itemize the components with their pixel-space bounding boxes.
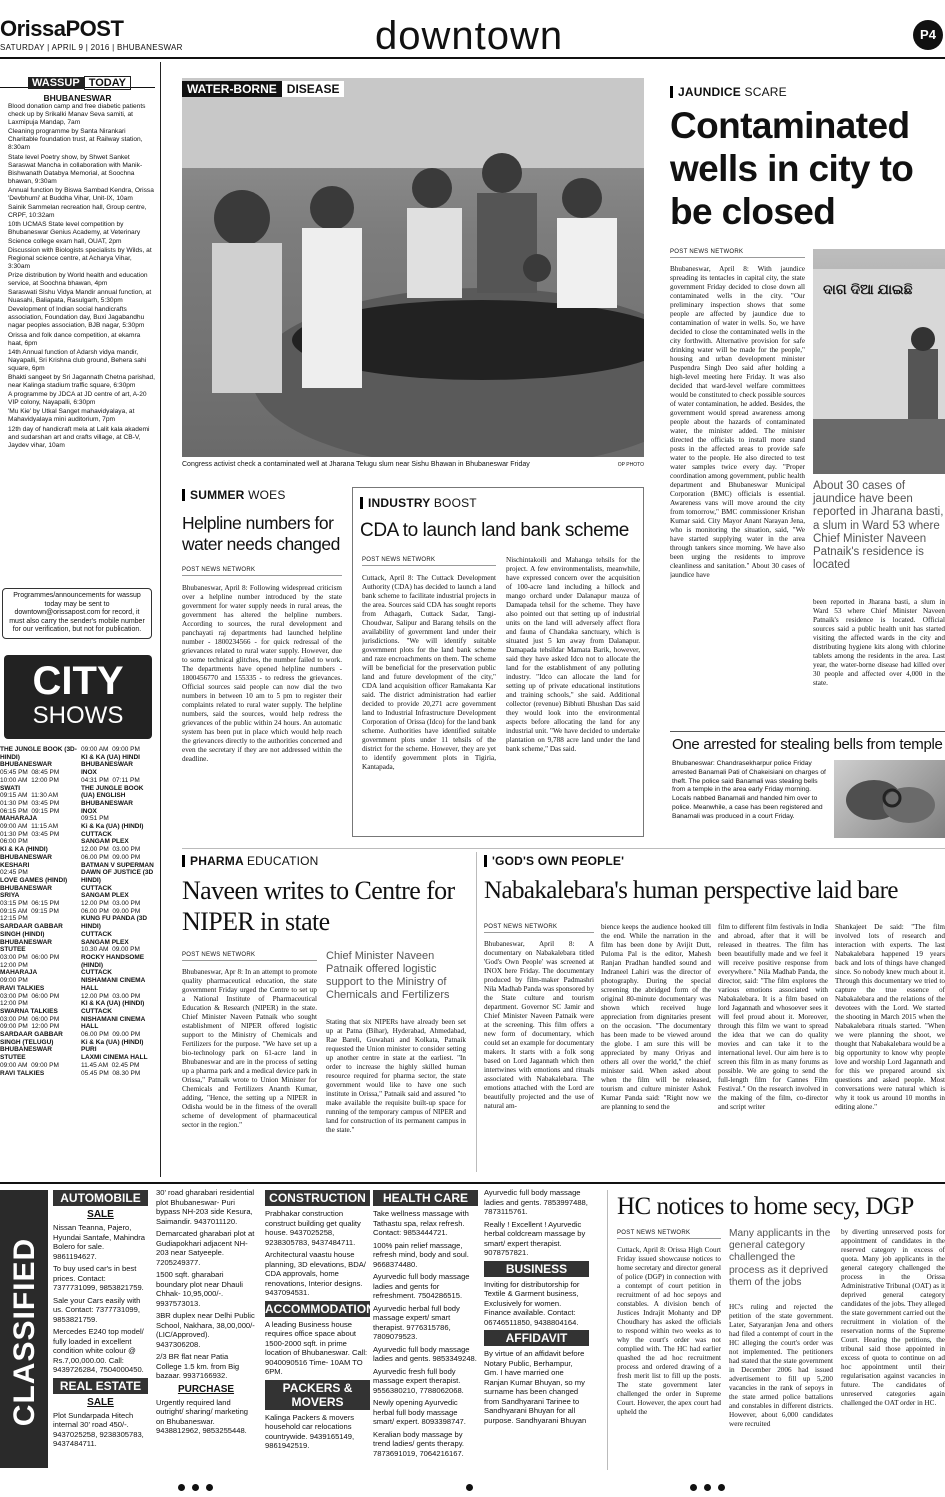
cda-byline: POST NEWS NETWORK	[362, 557, 496, 566]
page-number	[913, 20, 943, 50]
classified-ad: To buy used car's in best prices. Contact: 7377731099, 9853821759.	[53, 1264, 144, 1292]
show-title: MAHARAJA	[0, 815, 38, 823]
city-shows-column-1	[0, 746, 80, 1077]
jaundice-photo-sign: ଦାଗ ଦିଆ ଯାଇଛି	[823, 281, 913, 297]
jaundice-kicker	[670, 85, 787, 99]
classified-ad: 1500 sqft. gharabari boundary plot near Dhauli Chhak- 10,95,000/-. 9937573013.	[156, 1270, 243, 1308]
show-title: CUTTACK	[81, 930, 112, 938]
wassup-item: ▪ Annual function by Biswa Sambad Kendra, Orissa 'Devbhumi' at Buddha Vihar, Unit-IX, 10am	[8, 187, 155, 203]
hc-byline: POST NEWS NETWORK	[617, 1230, 721, 1239]
show-times: 09:00 PM	[0, 977, 28, 985]
show-title: KUNG FU PANDA (3D HINDI)	[81, 915, 148, 931]
show-title: KESHARI	[0, 861, 30, 869]
wassup-list	[0, 103, 155, 451]
nabakalebara-col-1: Bhubaneswar, April 8: A documentary on Nabakalebara titled 'God's Own People' was screened at INOX here Friday. The documentary produced by film-maker Padmashri Nila Madhab Panda was sponsored by the State culture and tourism department. Governor SC Jamir and Chief Minister Naveen Patnaik were at the screening. This film offers a new form of documentary, which could set an example for documentary makers. It starts with a folk song based on Lord Jagannath which then intertwines with emotions and rituals associated with Nabakalebara. The emotions attached with the Lord are beautifully projected and the use of natural am-	[484, 940, 594, 1110]
cda-kicker-b: BOOST	[433, 496, 477, 510]
show-title: CUTTACK	[81, 969, 112, 977]
cda-headline: CDA to launch land bank scheme	[360, 520, 629, 541]
classified-col-5	[484, 1188, 589, 1428]
show-times: 04:31 PM 07:11 PM	[81, 776, 140, 784]
automobile-sale-header: SALE	[87, 1209, 114, 1220]
classified-ad: 30' road gharabari residential plot Bhubaneswar- Puri bypass NH-203 side Kesura, Saimandir. 9437011120.	[156, 1188, 255, 1226]
show-title: CUTTACK	[81, 1007, 112, 1015]
classified-label: CLASSIFIED	[8, 1237, 41, 1427]
real-estate-header: REAL ESTATE	[53, 1378, 148, 1394]
show-title: STUTEE	[0, 1054, 26, 1062]
show-times: 09:00 AM 11:15 AM 01:30 PM 03:45 PM 06:00 PM	[0, 823, 60, 846]
classified-ad: Ayurvedic full body massage ladies and gents. 9853349248.	[373, 1344, 477, 1363]
show-times: 12.00 PM 03.00 PM 06.00 PM 09.00 PM	[81, 900, 141, 915]
show-times: 10.30 AM 09.00 PM	[81, 946, 140, 954]
show-title: SWARNA TALKIES	[0, 1007, 58, 1015]
wassup-item: ▪ Prize distribution by World health and education service, at Soochna bhawan, 4pm	[8, 272, 155, 288]
jaundice-byline: POST NEWS NETWORK	[670, 249, 805, 258]
classified-col-2	[156, 1188, 256, 1439]
classified-ad: Really ! Excellent ! Ayurvedic herbal coldcream massage by smart/ expert therapist. 9078757821.	[484, 1219, 586, 1257]
wassup-item: ▪ State level Poetry show, by Shwet Sanket Saraswat Mancha in collaboration with Manik-Bishwanath Databya Memorial, at Soochna bhawan, 9:30am	[8, 154, 155, 186]
page-number-label: P4	[920, 27, 936, 42]
classified-col-1	[53, 1190, 148, 1452]
jaundice-pull-quote: About 30 cases of jaundice have been reported in Jharana basti, a slum in Ward 53 where Chief Minister Naveen Patnaik's residence is located	[813, 480, 944, 572]
show-times: 11.45 AM 02.45 PM 05.45 PM 08.30 PM	[81, 1061, 141, 1077]
show-times: 02:45 PM	[0, 869, 28, 877]
wassup-item: ▪ Orissa and folk dance competition, at ekamra haat, 6pm	[8, 332, 155, 348]
niper-kicker-b: EDUCATION	[246, 854, 319, 868]
accommodation-listings	[265, 1320, 370, 1377]
show-title: RAVI TALKIES	[0, 1069, 45, 1077]
wassup-city: BHUBANESWAR	[43, 93, 112, 103]
registration-dot	[690, 1484, 697, 1491]
show-times: 09:51 PM	[81, 815, 109, 823]
show-title: THE JUNGLE BOOK (3D-HINDI)	[0, 746, 77, 761]
nabakalebara-kicker	[484, 854, 624, 868]
affidavit-header: AFFIDAVIT	[484, 1330, 589, 1346]
show-title: BHUBANESWAR	[0, 853, 52, 861]
show-title: PURI	[81, 1046, 97, 1054]
show-title: SARDAAR GABBAR SINGH (TELUGU)	[0, 1031, 63, 1046]
lead-photo-credit: OP PHOTO	[617, 462, 644, 468]
classified-ad: Demarcated gharabari plot at Gudiapokhari adjacent NH-203 near Satyeeple. 7205249377.	[156, 1229, 255, 1267]
show-title: THE JUNGLE BOOK (UA) ENGLISH	[81, 784, 144, 800]
niper-kicker-a: PHARMA	[190, 854, 244, 868]
wassup-header	[0, 73, 155, 88]
classified-ad: Keralian body massage by trend ladies/ gents therapy. 7873691019, 7064216167.	[373, 1429, 465, 1458]
accommodation-header: ACCOMMODATION	[265, 1301, 375, 1316]
classified-ad: Newly opening Ayurvedic herbal full body massage smart/ expert. 8093398747.	[373, 1398, 466, 1426]
health-care-listings	[373, 1209, 478, 1458]
show-title: BHUBANESWAR	[0, 1046, 52, 1054]
wassup-note-text: Programmes/announcements for wassup today may be sent to downtown@orissapost.com for record, it must also carry the sender's mobile number for our verification, but not for publication.	[9, 592, 145, 633]
show-times: 05:45 PM 08:45 PM 10:00 AM 12:00 PM	[0, 769, 60, 784]
jaundice-body-2: been reported in Jharana basti, a slum in Ward 53 where Chief Minister Naveen Patnaik's residence is located. Official sources said a public health unit has started visiting the affected wards in the city and distributing hygiene kits along with chlorine tablets among the residents in the area. Last year, the water-borne disease had killed over 30 people and affected over 4,000 in the state.	[813, 598, 945, 687]
niper-body-2: Stating that six NIPERs have already been set up at Patna (Bihar), Hyderabad, Ahmedabad, Rae Bareli, Guwahati and Kolkata, Patnaik requested the Union minister to consider setting up another centre in state at the earliest. "In order to increase the highly skilled human resource required for pharma sector, the state government would like to have one such institute in Orissa," Patnaik said and assured "to make available the requisite built-up space for running of the temporary campus of NIPER and land for construction of its permanent campus in the state."	[326, 1018, 466, 1134]
jaundice-headline: Contaminated wells in city to be closed	[670, 105, 914, 232]
classified-ad: Prabhakar construction construct building get quality house. 9437025258, 9238305783, 9437484711.	[265, 1209, 361, 1247]
classified-ad: Urgently required land outright/ sharing/ marketing on Bhubaneswar. 9438812962, 9853255448.	[156, 1397, 249, 1435]
show-times: 03:00 PM 06:00 PM 12:00 PM	[0, 953, 60, 969]
wassup-item: ▪ Blood donation camp and free diabetic patients check up by Srikalki Manav Seva samiti, at Laxmipuja Mandap, 7am	[8, 103, 155, 127]
show-times: 03:00 PM 06:00 PM 12:00 PM	[0, 992, 60, 1008]
show-title: CUTTACK	[81, 884, 112, 892]
show-title: ROCKY HANDSOME (HINDI)	[81, 953, 145, 969]
registration-marks	[0, 1482, 945, 1494]
real-estate-sale-header: SALE	[87, 1396, 114, 1408]
affidavit-listings	[484, 1349, 589, 1425]
classified-ad: 100% pain relief massage, refresh mind, body and soul. 9668374480.	[373, 1240, 469, 1269]
show-title: BHUBANESWAR	[0, 761, 52, 769]
niper-headline: Naveen writes to Centre for NIPER in state	[182, 876, 455, 936]
helpline-kicker-a: SUMMER	[190, 488, 245, 502]
classified-ad: Ayurvedic herbal full body massage expert/ smart therapist. 9776315786, 7809079523.	[373, 1303, 460, 1341]
show-title: SANGAM PLEX	[81, 938, 129, 946]
show-times: 09:15 AM 11:30 AM 01:30 PM 03:45 PM 06:15 PM 09:15 PM	[0, 792, 60, 815]
nabakalebara-col-2: bience keeps the audience hooked till the end. While the narration in the film has been done by Avijit Dutt, Puloma Pal is the editor, Mahesh Ranjan Pradhan handled sound and Indraneel Lahiri was the director of photography. During the special screening the abridged form of the original 80-minute documentary was shown which received huge appreciation from dignitaries present on the occasion. "The documentary has been made to be viewed around the globe. I am sure this will be appreciated by many Oriyas and others all over the world," the chief minister said. When asked about when the film will be released, tourism and culture minister Ashok Kumar Panda said: "Right now we are planning to send the	[601, 923, 711, 1111]
classified-ad: By virtue of an affidavit before Notary Public, Berhampur, Gm. I have married one Ranjan Kumar Bhuyan, so my surname has been changed from Sandhyarani Tarinee to Sandhyarani Bhuyan for all purpose. Sandhyarani Bhuyan	[484, 1349, 587, 1425]
classified-ad: Ayurvedic full body massage ladies and gents for refreshment. 7504286515.	[373, 1272, 470, 1300]
wassup-note	[2, 588, 152, 639]
classified-ad: 3BR duplex near Delhi Public School, Nakhara, 38,00,000/- (LIC/Approved). 9437306208.	[156, 1311, 255, 1349]
property-listings	[156, 1188, 256, 1381]
hc-headline: HC notices to home secy, DGP	[617, 1193, 914, 1220]
bells-body: Bhubaneswar: Chandrasekharpur police Friday arrested Banamali Pati of Chakeisiani on charges of theft. The police said Banamali was stealing bells from a temple in the area early Friday morning. Locals nabbed Banamali and handed him over to police. Meanwhile, a case has been registered and Banamali was produced in a court Friday.	[672, 760, 826, 820]
lead-photo	[182, 78, 644, 457]
show-title: BHUBANESWAR	[81, 799, 133, 807]
show-title: KI & KA (HINDI)	[0, 846, 48, 854]
show-title: KI & KA (UA) (HINDI)	[81, 1000, 145, 1008]
hc-col-3: by diverting unreserved posts for appointment of candidates in the reserved category in excess of quota. Many job applicants in the general category challenged the process in the Orissa Administrative Tribunal (OAT) as it deprived general category candidates of the jobs. They alleged the state government carried out the recruitment in violation of the reservation norms of the Supreme Court. Hearing the petitions, the tribunal said those appointed in excess of quota to continue on ad hoc appointment until their regularisation against vacancies in future. The candidates of unreserved categories again challenged the OAT order in HC.	[841, 1228, 945, 1407]
niper-pull-quote: Chief Minister Naveen Patnaik offered logistic support to the Ministry of Chemicals and Fertilizers	[326, 950, 450, 1001]
show-title: RAVI TALKIES	[0, 984, 45, 992]
bells-photo-illustration	[834, 760, 945, 838]
automobile-header: AUTOMOBILE	[53, 1190, 148, 1206]
wassup-item: ▪ A programme by JDCA at JD centre of art, A-20 VIP colony, Nayapalli, 6:30pm	[8, 391, 155, 407]
section-title: downtown	[375, 14, 564, 58]
helpline-kicker-b: WOES	[248, 488, 286, 502]
jaundice-kicker-a: JAUNDICE	[678, 85, 741, 99]
classified-ad: Plot Sundarpada Hitech internal 30' road 450/-. 9437025258, 9238305783, 9437484711.	[53, 1410, 144, 1448]
jaundice-body: Bhubaneswar, April 8: With jaundice spreading its tentacles in capital city, the state government Friday decided to close down all contaminated wells in the city. "Our preliminary inspection shows that some people are affected by jaundice due to contamination of water in wells. So, we have decided to close the contaminated wells in the city forthwith. Alternative provision for safe drinking water will be made for the people," housing and urban development minister Puspendra Singh Deo said after holding a high-level meeting here Friday. It was also decided that ward-level welfare committees would be constituted to check possible sources of water contamination, he added. Besides, the government would spread awareness among people about the hazards of contaminated water, the minister added. The minister directed the officials to install more stand posts in the affected areas to provide safe water to the people. He also directed to test water samples twice every day. "Proper coordination among government, public health department and Bhubaneswar Municipal Corporation (BMC) officials is essential. Awareness vans will move around the city from tomorrow," BMC commissioner Krishan Kumar said. City Mayor Anant Narayan Jena, who is monitoring the situation, said, "We have started supplying water in the area through tankers since morning. We have also been urging the residents to improve cleanliness and sanitation." About 30 cases of jaundice have	[670, 265, 805, 579]
show-times: 03:00 PM 06:00 PM 09:00 PM 12:00 PM	[0, 1015, 60, 1031]
classified-label-bar	[0, 1190, 48, 1468]
business-header: BUSINESS	[484, 1261, 589, 1277]
show-title: SARDAAR GABBAR SINGH (HINDI)	[0, 923, 63, 938]
hc-col-2: HC's ruling and rejected the petition of the state government. Later, Satyaranjan Jena and others had filed a contempt of court in the HC alleging the court's order was not implemented. The petitioners had stated that the state government in December 2006 had issued advertisement to fill up 5,200 vacancies in the rank of sepoys in the state armed police battalions and constables in different districts. However, about 6,000 candidates were recruited	[729, 1303, 833, 1428]
show-title: BHUBANESWAR	[81, 761, 133, 769]
city-shows-subtitle: SHOWS	[32, 702, 124, 729]
helpline-byline: POST NEWS NETWORK	[182, 567, 342, 576]
nabakalebara-byline: POST NEWS NETWORK	[484, 924, 594, 933]
construction-header: CONSTRUCTION	[265, 1190, 370, 1206]
show-times: 09:00 AM 09:00 PM	[81, 746, 140, 753]
registration-dot	[192, 1484, 199, 1491]
show-title: SANGAM PLEX	[81, 838, 129, 846]
show-title: KI & KA (UA) HINDI	[81, 753, 140, 761]
show-title: Ki & Ka (UA) (HINDI)	[81, 823, 144, 831]
lead-photo-illustration	[182, 78, 644, 457]
show-times: 09:00 AM 09:00 PM	[0, 1061, 59, 1069]
show-times: 03:15 PM 06:15 PM 09:15 AM 09:15 PM 12:15 PM	[0, 900, 60, 923]
hc-pull-quote: Many applicants in the general category challenged the process as it deprived them of the jobs	[729, 1228, 831, 1288]
niper-kicker	[182, 854, 319, 868]
automobile-listings	[53, 1223, 148, 1375]
classified-ad: Take wellness massage with Tathastu spa, relax refresh. Contact: 9853444721.	[373, 1209, 469, 1237]
niper-byline: POST NEWS NETWORK	[182, 952, 317, 961]
show-title: NISHAMANI CINEMA HALL	[81, 1015, 146, 1031]
show-title: BHUBANESWAR	[0, 938, 52, 946]
bells-photo	[834, 760, 945, 838]
show-title: MAHARAJA	[0, 969, 38, 977]
purchase-listings	[156, 1398, 256, 1436]
wassup-label: WASSUP	[28, 77, 84, 89]
registration-dot	[466, 1484, 473, 1491]
wassup-item: ▪ Sainik Sammelan recreation hall, Group centre, CRPF, 10:32am	[8, 204, 155, 220]
wassup-item: ▪ 'Mu Kie' by Utkal Sanget mahavidyalaya, at Mahavidyalaya mini auditorium, 7pm	[8, 408, 155, 424]
classified-ad: Architectural vaastu house planning, 3D elevations, BDA/ CDA approvals, home renovations, Interior designs. 9437094531.	[265, 1250, 366, 1297]
massage-listings	[484, 1188, 589, 1258]
wassup-item: ▪ Saraswati Sishu Vidya Mandir annual function, at Nuasahi, Baliapata, Rasulgarh, 5:30pm	[8, 289, 155, 305]
classified-ad: Ayurvedic fresh full body massage expert therapist. 9556380210, 7788062068.	[373, 1366, 464, 1395]
classified-col-3	[265, 1190, 375, 1454]
classified-ad: Ayurvedic full body massage ladies and gents. 7853997488, 7873115761.	[484, 1188, 588, 1216]
classified-ad: Inviting for distributorship for Textile & Garment business, Exclusively for women. Finance available. Contact: 06746511850, 9438804164.	[484, 1279, 580, 1327]
helpline-body: Bhubaneswar, April 8: Following widespread criticism over a helpline number introduced by the state government for water supply needs in rural areas, the government has altered the helpline numbers. According to sources, the rural development and panchayati raj departments had launched helpline number - 1800234566 - for quick redressal of the grievances related to rural water supply. However, due to some technical glitches, the number failed to work. The departments have opened helpline numbers - 1800456770 and 155335 - to redress the grievances. Official sources said people can now dial the two numbers in between 10 am to 5 pm to register their complaints related to rural water supply. The helpline numbers, said the sources, would help redress the grievances of the public within 24 hours. An automatic system has been put in place which would help reach the grievances directly to the authorities concerned and even the secretary if they are not addressed within the deadline.	[182, 584, 342, 763]
wassup-item: ▪ Bhakti sangeet by Sri Jagannath Chetna parishad, near Kalinga stadium traffic square, 6:30pm	[8, 374, 155, 390]
show-title: SRIYA	[0, 892, 20, 900]
classified-ad: 2/3 BR flat near Patia College 1.5 km. from Big bazaar. 9937166932.	[156, 1352, 240, 1380]
lead-photo-tag	[182, 82, 344, 96]
classified-ad: A leading Business house requires office space about 1500-2000 sqft. in prime location of Bhubaneswar. Call: 9040090516 Time- 10AM TO 6PM.	[265, 1319, 368, 1376]
packers-header: PACKERS & MOVERS	[265, 1380, 370, 1410]
wassup-item: ▪ Development of Indian social handicrafts association, Foundation day, Buxi Jagabandhu nagar peoples association, BJB nagar, 5:30pm	[8, 306, 155, 330]
helpline-kicker	[182, 488, 286, 502]
classified-ad: Mercedes E240 top model/ fully loaded in excellent condition white colour @ Rs.7,00,000.00. Call: 9439726284, 7504000450.	[53, 1327, 144, 1374]
wassup-item: ▪ Discussion with Biologists specialists by Wilds, at Regional science centre, at Acharya Vihar, 3:30am	[8, 247, 155, 271]
jaundice-kicker-b: SCARE	[744, 85, 787, 99]
lead-photo-tag-a: WATER-BORNE	[182, 81, 282, 97]
nabakalebara-kicker-text: 'GOD'S OWN PEOPLE'	[492, 854, 625, 868]
lead-photo-caption: Congress activist check a contaminated well at Jharana Telugu slum near Sishu Bhawan in Bhubaneswar Friday	[182, 461, 530, 468]
show-title: SANGAM PLEX	[81, 892, 129, 900]
packers-listings	[265, 1413, 370, 1451]
cda-body-1: Cuttack, April 8: The Cuttack Development Authority (CDA) has decided to launch a land bank scheme to facilitate industrial projects in the area. Sources said CDA has sought reports from Athagarh, Cuttack Sadar, Tangi-Choudwar, Salipur and Barang tehsils on the availability of government land under their jurisdictions. "We will identify suitable government plots for the land bank scheme and raze encroachments on them. The scheme will be beneficial for the preservation public land and future development of the city," CDA land acquisition officer Ramakanta Kar said. The district administration had earlier decided to provide 20,271 acre government land to Industrial Infrastructure Development Corporation of Orissa (Idco) for the land bank scheme. Authorities have identified suitable government plots under 11 tehsils of the district for the scheme. However, they are yet to identify government plots in Tigiria, Kantapada,	[362, 574, 496, 771]
wassup-item: ▪ 14th Annual function of Adarsh vidya mandir, Nayapalli, Sri Krishna club ground, Behera sahi square, 6pm	[8, 349, 155, 373]
registration-dot	[718, 1484, 725, 1491]
show-title: BATMAN V SUPERMAN DAWN OF JUSTICE (3D HINDI)	[81, 861, 154, 884]
business-listings	[484, 1280, 589, 1328]
jaundice-photo	[813, 249, 945, 474]
lead-photo-tag-b: DISEASE	[282, 81, 345, 97]
classified-ad: Nissan Teanna, Pajero, Hyundai Santafe, Mahindra Bolero for sale. 9861194627.	[53, 1223, 146, 1261]
health-care-header: HEALTH CARE	[373, 1190, 478, 1206]
masthead-logo: OrissaPOST	[0, 16, 124, 41]
show-title: NISHAMANI CINEMA HALL	[81, 977, 146, 992]
cda-kicker-a: INDUSTRY	[368, 496, 431, 510]
cda-body-2: Nischintakoili and Mahanga tehsils for the project. A few environmentalists, meanwhile, have expressed concern over the acquisition of 100-acre land including a hillock and mango orchard under Dalanapur mauza of Damapada tehsil for the scheme. They have also pointed out that setting up of industrial units on the land will adversely affect flora and fauna of Chandaka sanctuary, which is situated just 5 km away from Dalanapur. Damapada tehsildar Mamata Barik, however, said they have asked Idco not to allocate the land for the establishment of any polluting industry. "Idco can allocate the land for setting up of private educational institutions and training schools," she said. Additional collector (revenue) Bibhuti Bhushan Das said they would look into the environmental aspects before allocating the land for any industrial unit. "We have decided to undertake plantation on 9,788 acre land under the land bank scheme," Das said.	[506, 556, 640, 753]
masthead-date: SATURDAY | APRIL 9 | 2016 | BHUBANESWAR	[0, 43, 183, 52]
purchase-header: PURCHASE	[177, 1383, 235, 1395]
show-title: Ki & Ka (UA) (HINDI)	[81, 1038, 144, 1046]
show-times: 06.00 PM 09.00 PM	[81, 1031, 141, 1039]
city-shows-banner	[4, 655, 152, 739]
show-times: 12.00 PM 03.00 PM 06.00 PM 09.00 PM	[81, 846, 141, 861]
wassup-today-label: TODAY	[84, 76, 131, 90]
show-title: SWATI	[0, 784, 21, 792]
show-times: 12.00 PM 03.00 PM	[81, 992, 141, 1000]
bells-headline: One arrested for stealing bells from temple	[672, 736, 943, 753]
classified-ad: Sale your Cars easily with us. Contact: 7377731099, 9853821759.	[53, 1295, 141, 1324]
helpline-headline: Helpline numbers for water needs changed	[182, 513, 340, 554]
construction-listings	[265, 1209, 370, 1298]
wassup-item: ▪ 10th UCMAS State level competition by Bhubaneswar Genius Academy, at Veterinary Science college exam hall, OUAT, 2pm	[8, 221, 155, 245]
hc-col-1: Cuttack, April 8: Orissa High Court Friday issued showcause notices to home secretary and director general of police (DGP) in connection with a contempt of court petition in recruitment of ad hoc sepoys and constables. A division bench of Justices Indrajit Mohanty and DP Choudhary has asked the officials to respond within two weeks as to why the court's order was not complied with. The HC had earlier quashed the ad hoc recruitment process and ordered drawing of a fresh merit list to fill up the posts. The state government later challenged the order in Supreme Court. However, the apex court had upheld the	[617, 1246, 721, 1416]
show-title: STUTEE	[0, 946, 26, 954]
nabakalebara-headline: Nabakalebara's human perspective laid bare	[484, 877, 898, 904]
show-title: LOVE GAMES (HINDI)	[0, 876, 68, 884]
show-title: INOX	[81, 807, 97, 815]
cda-kicker	[360, 496, 477, 510]
show-title: BHUBANESWAR	[0, 884, 52, 892]
show-title: LAXMI CINEMA HALL	[81, 1054, 148, 1062]
registration-dot	[178, 1484, 185, 1491]
nabakalebara-col-3: film to different film festivals in India and abroad, after that it will be released in theatres. The film has been beautifully made and we feel it will receive positive response from everywhere." Nila Madhab Panda, the director, said: "The film explores the various emotions associated with Nabakalebara. It is a film based on lord Jagannath and whosoever sees it will feel proud about it. Moreover, through this film we want to spread the idea that we can do quality movies and can take it to the international level. Our aim here is to screen this film in as many forums as possible. We are going to send the full-length film for Cannes Film Festival." On the research involved in the making of the film, co-director and script writer	[718, 923, 828, 1111]
real-estate-listings	[53, 1411, 148, 1449]
city-shows-title: CITY	[32, 659, 124, 703]
classified-ad: Kalinga Packers & movers household car relocations countrywide. 9439165149, 9861942519.	[265, 1412, 355, 1450]
show-title: CUTTACK	[81, 830, 112, 838]
wassup-item: ▪ Cleaning programme by Santa Nirankari Charitable foundation trust, at Railway station, 8:30am	[8, 128, 155, 152]
classified-col-4	[373, 1190, 478, 1461]
wassup-item: ▪ 12th day of handicraft mela at Lalit kala akademi and sudarshan art and crafts village, at CB-V, Jaydev vihar, 10am	[8, 426, 155, 450]
registration-dot	[704, 1484, 711, 1491]
registration-dot	[206, 1484, 213, 1491]
show-title: INOX	[81, 769, 97, 777]
nabakalebara-col-4: Shankajeet De said: "The film involved lots of research and interaction with experts. The last Nabakalebara happened 19 years back and lots of things have changed since. So nobody knew much about it. Through this documentary we tried to capture the true essence of Nabakalebara and the relations of the devotees with the Lord. We started the shooting in March 2015 when the Nabakalebara rituals started. "When we were planning the shoot, we thought that Nabakalebara would be a big opportunity to know why people love and worship Lord Jagannath and for this we prepared around six questions and asked people. Most conversations were natural which is why it took us around 10 months in editing alone."	[835, 923, 945, 1111]
niper-body-1: Bhubaneswar, Apr 8: In an attempt to promote quality pharmaceutical education, the state government Friday urged the Centre to set up a National Institute of Pharmaceutical Education & Research (NIPER) in the state. Chief Minister Naveen Patnaik who sought establishment of NIPER offered logistic support to the Ministry of Chemicals and Fertilizers for the purpose. "We have set up a bio-technology park on 61-acre land in Bhubaneswar and are in the process of setting up a pharma park and a medical device park in Orissa," Patnaik wrote to Union Minister for Chemicals and Fertilizers Ananth Kumar, adding, "Hence, the setting up a NIPER in Odisha would be in the fitness of the overall scheme of development of pharmaceutical sector in the region."	[182, 968, 317, 1129]
city-shows-column-2	[81, 746, 157, 1077]
